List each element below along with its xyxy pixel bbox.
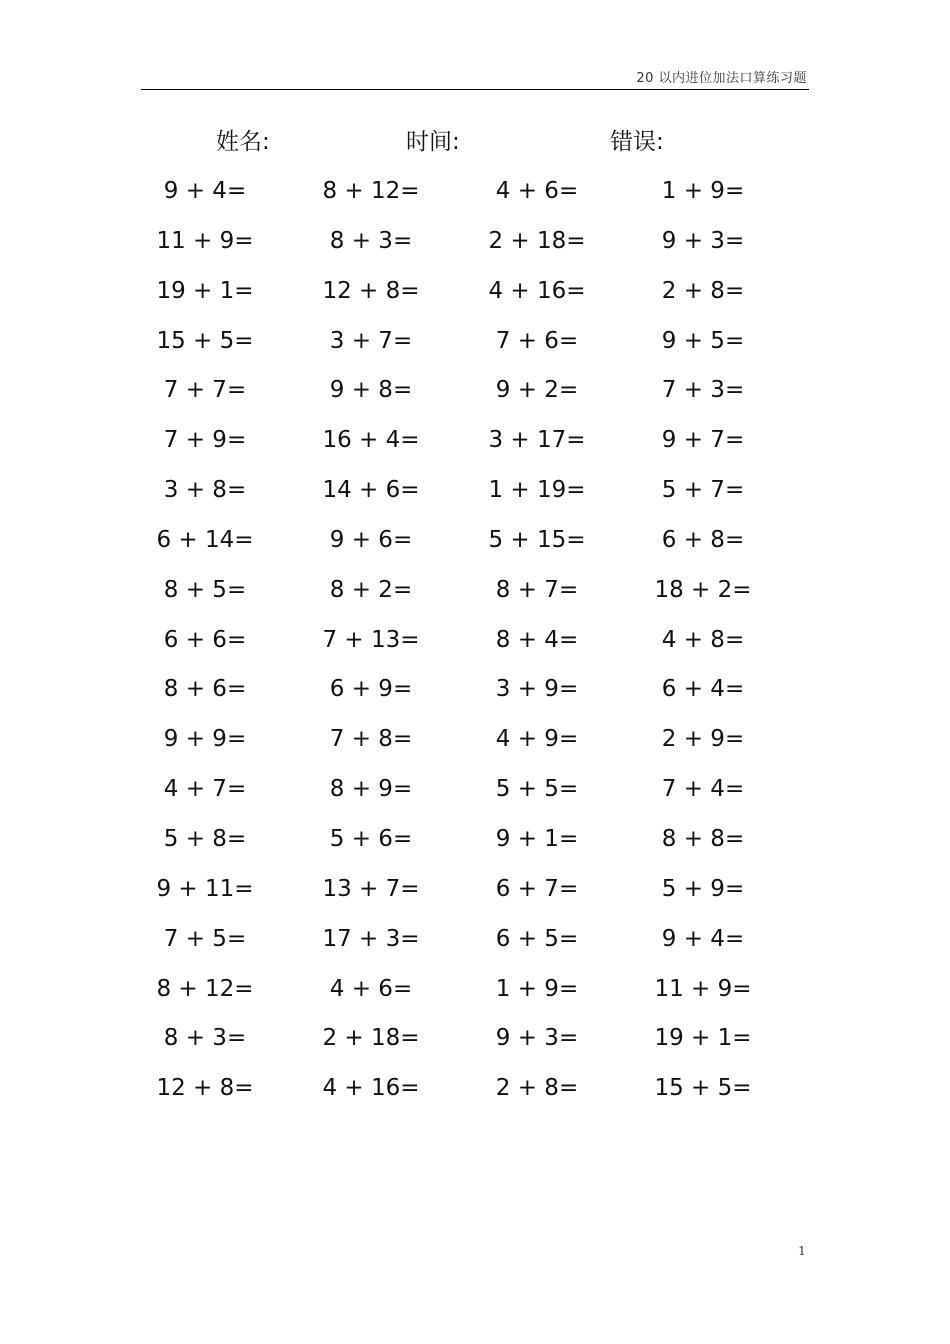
addition-problem: 7 + 6=	[495, 327, 579, 354]
addition-problem: 2 + 18=	[322, 1025, 420, 1052]
addition-problem: 5 + 7=	[661, 477, 745, 504]
addition-problem: 8 + 5=	[163, 576, 247, 603]
errors-label: 错误:	[610, 129, 664, 155]
addition-problem: 8 + 4=	[495, 626, 579, 653]
addition-problem: 9 + 11=	[156, 875, 254, 902]
addition-problem: 5 + 5=	[495, 776, 579, 803]
addition-problem: 3 + 17=	[488, 427, 586, 454]
problem-row	[130, 423, 810, 473]
addition-problem: 8 + 3=	[163, 1025, 247, 1052]
problem-row	[130, 473, 810, 523]
problem-row	[130, 672, 810, 722]
problem-row	[130, 373, 810, 423]
addition-problem: 19 + 1=	[654, 1025, 752, 1052]
addition-problem: 9 + 3=	[495, 1025, 579, 1052]
addition-problem: 8 + 7=	[495, 576, 579, 603]
addition-problem: 9 + 7=	[661, 427, 745, 454]
addition-problem: 9 + 1=	[495, 825, 579, 852]
addition-problem: 6 + 4=	[661, 676, 745, 703]
problem-row	[130, 872, 810, 922]
addition-problem: 2 + 8=	[661, 277, 745, 304]
addition-problem: 9 + 9=	[163, 726, 247, 753]
addition-problem: 6 + 8=	[661, 526, 745, 553]
problem-row	[130, 623, 810, 673]
addition-problem: 5 + 9=	[661, 875, 745, 902]
problem-row	[130, 1071, 810, 1121]
addition-problem: 4 + 6=	[329, 975, 413, 1002]
addition-problem: 4 + 8=	[661, 626, 745, 653]
problem-row	[130, 274, 810, 324]
problem-row	[130, 822, 810, 872]
addition-problem: 2 + 18=	[488, 227, 586, 254]
addition-problem: 1 + 9=	[661, 178, 745, 204]
addition-problem: 19 + 1=	[156, 277, 254, 304]
addition-problem: 7 + 7=	[163, 377, 247, 404]
addition-problem: 1 + 19=	[488, 477, 586, 504]
addition-problem: 17 + 3=	[322, 925, 420, 952]
addition-problem: 15 + 5=	[156, 327, 254, 354]
addition-problem: 8 + 9=	[329, 776, 413, 803]
addition-problem: 13 + 7=	[322, 875, 420, 902]
problem-row	[130, 573, 810, 623]
problem-row	[130, 224, 810, 274]
addition-problem: 8 + 12=	[322, 178, 420, 204]
page-header	[141, 62, 809, 90]
addition-problem: 16 + 4=	[322, 427, 420, 454]
addition-problem: 6 + 6=	[163, 626, 247, 653]
addition-problem: 7 + 9=	[163, 427, 247, 454]
problem-row	[130, 174, 810, 224]
addition-problem: 4 + 7=	[163, 776, 247, 803]
addition-problem: 18 + 2=	[654, 576, 752, 603]
addition-problem: 7 + 3=	[661, 377, 745, 404]
problem-grid	[130, 174, 810, 1121]
addition-problem: 1 + 9=	[495, 975, 579, 1002]
problem-row	[130, 722, 810, 772]
addition-problem: 12 + 8=	[156, 1075, 254, 1102]
addition-problem: 4 + 16=	[488, 277, 586, 304]
addition-problem: 4 + 9=	[495, 726, 579, 753]
addition-problem: 5 + 8=	[163, 825, 247, 852]
addition-problem: 8 + 6=	[163, 676, 247, 703]
addition-problem: 9 + 2=	[495, 377, 579, 404]
addition-problem: 4 + 6=	[495, 178, 579, 204]
addition-problem: 5 + 6=	[329, 825, 413, 852]
problem-row	[130, 972, 810, 1022]
addition-problem: 5 + 15=	[488, 526, 586, 553]
problem-row	[130, 523, 810, 573]
addition-problem: 3 + 8=	[163, 477, 247, 504]
addition-problem: 7 + 5=	[163, 925, 247, 952]
addition-problem: 9 + 4=	[163, 178, 247, 204]
addition-problem: 9 + 5=	[661, 327, 745, 354]
addition-problem: 11 + 9=	[156, 227, 254, 254]
addition-problem: 3 + 7=	[329, 327, 413, 354]
time-label: 时间:	[406, 129, 460, 155]
addition-problem: 7 + 4=	[661, 776, 745, 803]
addition-problem: 6 + 9=	[329, 676, 413, 703]
addition-problem: 7 + 8=	[329, 726, 413, 753]
addition-problem: 3 + 9=	[495, 676, 579, 703]
addition-problem: 9 + 3=	[661, 227, 745, 254]
addition-problem: 8 + 8=	[661, 825, 745, 852]
addition-problem: 6 + 5=	[495, 925, 579, 952]
problem-row	[130, 324, 810, 374]
addition-problem: 4 + 16=	[322, 1075, 420, 1102]
name-label: 姓名:	[216, 129, 270, 155]
problem-row	[130, 772, 810, 822]
problem-row	[130, 1021, 810, 1071]
page-number: 1	[798, 1244, 806, 1258]
addition-problem: 9 + 4=	[661, 925, 745, 952]
addition-problem: 12 + 8=	[322, 277, 420, 304]
addition-problem: 14 + 6=	[322, 477, 420, 504]
problem-row	[130, 922, 810, 972]
addition-problem: 9 + 6=	[329, 526, 413, 553]
addition-problem: 8 + 2=	[329, 576, 413, 603]
addition-problem: 15 + 5=	[654, 1075, 752, 1102]
addition-problem: 2 + 8=	[495, 1075, 579, 1102]
addition-problem: 8 + 12=	[156, 975, 254, 1002]
addition-problem: 9 + 8=	[329, 377, 413, 404]
addition-problem: 8 + 3=	[329, 227, 413, 254]
addition-problem: 2 + 9=	[661, 726, 745, 753]
addition-problem: 7 + 13=	[322, 626, 420, 653]
addition-problem: 6 + 7=	[495, 875, 579, 902]
header-title: 20 以内进位加法口算练习题	[636, 71, 807, 86]
addition-problem: 11 + 9=	[654, 975, 752, 1002]
addition-problem: 6 + 14=	[156, 526, 254, 553]
